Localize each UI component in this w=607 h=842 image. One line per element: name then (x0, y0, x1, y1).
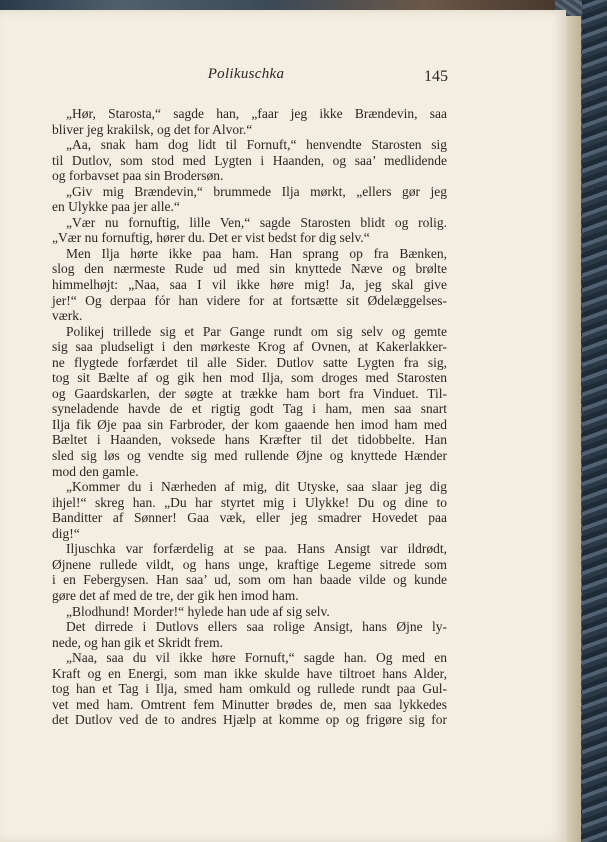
text-line: „Kommer du i Nærheden af mig, dit Utyske, saa slaar jeg dig (66, 479, 447, 495)
text-line: Bæltet i Haanden, voksede hans Kræfter til det tidobbelte. Han (52, 432, 447, 448)
text-line: tog sit Bælte af og gik hen mod Ilja, som droges med Starosten (52, 370, 447, 386)
text-line: Øjnene rullede vildt, og hans unge, kraftige Legeme sitrede som (52, 556, 447, 572)
text-line: vet med ham. Omtrent fem Minutter brødes de, men saa lykkedes (52, 696, 447, 712)
text-line: „Giv mig Brændevin,“ brummede Ilja mørkt, „ellers gør jeg (66, 183, 447, 199)
text-line: „Blodhund! Morder!“ hylede han ude af sig selv. (66, 603, 330, 619)
text-line: „Vær nu fornuftig, lille Ven,“ sagde Starosten blidt og rolig. (66, 214, 447, 230)
text-line: „Naa, saa du vil ikke høre Fornuft,“ sagde han. Og med en (66, 650, 447, 666)
text-line: og Gaardskarlen, der søgte at trække ham bort fra Vinduet. Til- (52, 385, 447, 401)
text-line: dig!“ (52, 525, 80, 541)
text-line: „Vær nu fornuftig, hører du. Det er vist bedst for dig selv.“ (52, 230, 370, 246)
text-line: nede, og han gik et Skridt frem. (52, 634, 223, 650)
text-line: jer!“ Og derpaa fór han videre for at fortsætte sit Ødelæggelses- (52, 292, 447, 308)
text-line: „Aa, snak ham dog lidt til Fornuft,“ henvendte Starosten sig (66, 137, 447, 153)
text-line: Kraft og en Energi, som man ikke skulde have tiltroet hans Alder, (52, 665, 447, 681)
text-line: bliver jeg krakilsk, og det for Alvor.“ (52, 121, 253, 137)
text-line: til Dutlov, som stod med Lygten i Haanden, og saa’ medlidende (52, 152, 447, 168)
text-line: tog han et Tag i Ilja, smed ham omkuld og rullede rundt paa Gul- (52, 681, 447, 697)
text-line: slog den nærmeste Rude ud med sin knyttede Næve og brølte (52, 261, 447, 277)
text-line: Men Ilja hørte ikke paa ham. Han sprang op fra Bænken, (66, 245, 447, 261)
page-number: 145 (424, 68, 448, 85)
text-line: og forbavset paa sin Brodersøn. (52, 168, 224, 184)
text-line: en Ulykke paa jer alle.“ (52, 199, 180, 215)
text-line: syneladende havde de et rigtig godt Tag i ham, men saa snart (52, 401, 447, 417)
text-line: Det dirrede i Dutlovs ellers saa rolige Ansigt, hans Øjne ly- (66, 619, 447, 635)
text-line: Polikej trillede sig et Par Gange rundt om sig selv og gemte (66, 323, 447, 339)
text-line: sig saa pludseligt i den mørkeste Krog af Ovnen, at Kakerlakker- (52, 339, 447, 355)
text-line: værk. (52, 308, 83, 324)
text-line: mod den gamle. (52, 463, 139, 479)
text-line: gøre det af med de tre, der gik hen imod ham. (52, 587, 299, 603)
book-spine (582, 0, 607, 842)
book-page (0, 10, 566, 842)
text-line: i en Febergysen. Han saa’ ud, som om han baade vilde og kunde (52, 572, 447, 588)
text-line: Banditter af Sønner! Gaa væk, eller jeg smadrer Hovedet paa (52, 510, 447, 526)
text-line: sled sig løs og vendte sig med rullende Øjne og knyttede Hænder (52, 448, 447, 464)
text-line: ihjel!“ skreg han. „Du har styrtet mig i Ulykke! Du og dine to (52, 494, 447, 510)
text-line: „Hør, Starosta,“ sagde han, „faar jeg ikke Brændevin, saa (66, 106, 447, 121)
text-line: det Dutlov ved de to andres Hjælp at komme op og frigøre sig for (52, 712, 447, 728)
running-title: Polikuschka (207, 66, 285, 82)
text-line: himmelhøjt: „Naa, saa I vil ikke høre mig! Ja, jeg skal give (52, 277, 447, 293)
text-line: Iljuschka var forfærdelig at se paa. Hans Ansigt var ildrødt, (66, 541, 447, 557)
text-line: Ilja fik Øje paa sin Farbroder, der kom gaaende hen imod ham med (52, 416, 447, 432)
body-text (52, 106, 447, 728)
text-line: ne flygtede forfærdet til alle Sider. Dutlov satte Lygten fra sig, (52, 354, 447, 370)
